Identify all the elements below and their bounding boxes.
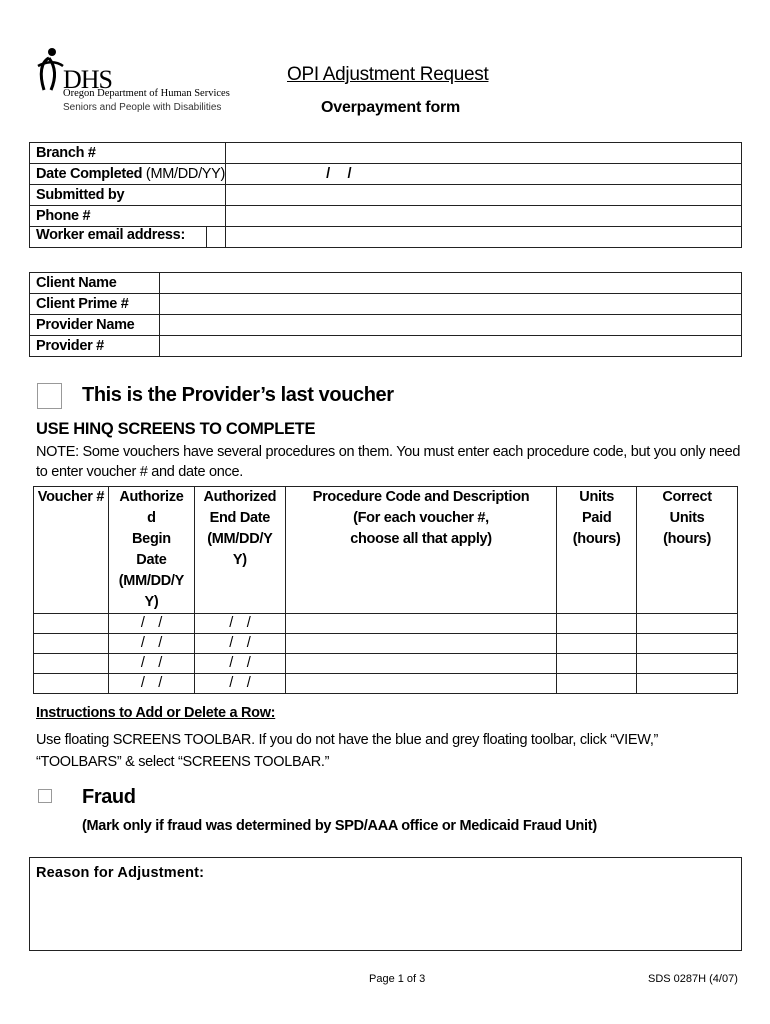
client-prime-label: Client Prime # <box>30 294 160 315</box>
header-proc-line2: (For each voucher #, <box>353 510 489 526</box>
header-begin-line2: d <box>147 510 156 526</box>
end-date-value: / / <box>229 635 251 651</box>
header-correct-line3: (hours) <box>663 531 711 547</box>
note-text: NOTE: Some vouchers have several procedures on them. You must enter each procedure code, but you only need to enter voucher # and date once. <box>36 444 741 480</box>
header-voucher-text: Voucher # <box>37 489 105 505</box>
voucher-cell[interactable] <box>34 674 109 694</box>
procedure-cell[interactable] <box>285 634 556 654</box>
provider-num-row <box>30 336 742 357</box>
header-begin-date <box>108 487 194 614</box>
header-begin-line4: Date <box>136 552 167 568</box>
last-voucher-checkbox[interactable] <box>37 383 62 409</box>
header-procedure <box>285 487 556 614</box>
instructions-body: Use floating SCREENS TOOLBAR. If you do not have the blue and grey floating toolbar, click “VIEW,” “TOOLBARS” & select “SCREENS TOOLBAR.” <box>36 732 659 770</box>
division-name: Seniors and People with Disabilities <box>63 102 222 113</box>
begin-date-value: / / <box>140 675 162 691</box>
end-date-cell[interactable] <box>194 614 285 634</box>
date-label-text: Date Completed <box>36 166 143 182</box>
email-label-text: Worker email address: <box>30 227 207 247</box>
hinq-heading: USE HINQ SCREENS TO COMPLETE <box>36 420 316 438</box>
voucher-table <box>33 486 738 694</box>
header-end-line1: Authorized <box>203 489 277 505</box>
end-date-cell[interactable] <box>194 634 285 654</box>
begin-date-cell[interactable] <box>108 634 194 654</box>
begin-date-cell[interactable] <box>108 674 194 694</box>
department-name: Oregon Department of Human Services <box>63 88 230 99</box>
fraud-note: (Mark only if fraud was determined by SPD/AAA office or Medicaid Fraud Unit) <box>82 818 597 834</box>
units-paid-cell[interactable] <box>557 614 637 634</box>
units-paid-cell[interactable] <box>557 634 637 654</box>
correct-units-cell[interactable] <box>637 674 738 694</box>
voucher-cell[interactable] <box>34 614 109 634</box>
reason-label: Reason for Adjustment: <box>36 865 205 881</box>
header-correct-line1: Correct <box>662 489 712 505</box>
header-units-paid <box>557 487 637 614</box>
provider-num-field[interactable] <box>160 336 742 357</box>
date-format-hint: (MM/DD/YY) <box>142 166 226 182</box>
begin-date-value: / / <box>140 655 162 671</box>
form-subtitle: Overpayment form <box>321 99 461 116</box>
person-figure-icon <box>35 46 65 92</box>
header-end-line3: (MM/DD/Y <box>207 531 273 547</box>
begin-date-cell[interactable] <box>108 654 194 674</box>
form-id: SDS 0287H (4/07) <box>648 973 738 985</box>
units-paid-cell[interactable] <box>557 654 637 674</box>
header-begin-line6: Y) <box>144 594 159 610</box>
table-row <box>34 634 738 654</box>
date-row <box>30 164 742 185</box>
end-date-value: / / <box>229 675 251 691</box>
client-prime-field[interactable] <box>160 294 742 315</box>
dhs-logo <box>35 46 265 116</box>
date-label <box>30 164 226 185</box>
header-paid-line2: Paid <box>581 510 612 526</box>
end-date-value: / / <box>229 615 251 631</box>
header-end-date <box>194 487 285 614</box>
agency-abbrev: DHS <box>63 65 113 94</box>
worker-info-table <box>29 142 742 248</box>
submitted-by-field[interactable] <box>226 185 742 206</box>
begin-date-value: / / <box>140 615 162 631</box>
branch-label: Branch # <box>30 143 226 164</box>
page-number: Page 1 of 3 <box>369 973 426 985</box>
client-name-field[interactable] <box>160 273 742 294</box>
fraud-label: Fraud <box>82 786 136 808</box>
date-field[interactable] <box>226 164 742 185</box>
branch-field[interactable] <box>226 143 742 164</box>
form-title: OPI Adjustment Request <box>287 64 489 85</box>
provider-name-row <box>30 315 742 336</box>
procedure-cell[interactable] <box>285 614 556 634</box>
branch-row <box>30 143 742 164</box>
fraud-checkbox[interactable] <box>38 789 52 803</box>
header-begin-line1: Authorize <box>119 489 184 505</box>
date-value: / / <box>326 166 352 182</box>
email-row <box>30 227 742 248</box>
phone-label: Phone # <box>30 206 226 227</box>
header-end-line2: End Date <box>209 510 271 526</box>
voucher-header-row <box>34 487 738 614</box>
header-begin-line5: (MM/DD/Y <box>118 573 185 589</box>
email-field[interactable] <box>226 227 742 248</box>
header-correct-units <box>637 487 738 614</box>
voucher-cell[interactable] <box>34 634 109 654</box>
correct-units-cell[interactable] <box>637 654 738 674</box>
provider-name-field[interactable] <box>160 315 742 336</box>
end-date-value: / / <box>229 655 251 671</box>
provider-num-label: Provider # <box>30 336 160 357</box>
phone-field[interactable] <box>226 206 742 227</box>
end-date-cell[interactable] <box>194 654 285 674</box>
procedure-cell[interactable] <box>285 654 556 674</box>
header-end-line4: Y) <box>232 552 247 568</box>
correct-units-cell[interactable] <box>637 614 738 634</box>
client-prime-row <box>30 294 742 315</box>
begin-date-value: / / <box>140 635 162 651</box>
instructions-heading: Instructions to Add or Delete a Row: <box>36 705 276 721</box>
header-correct-line2: Units <box>669 510 705 526</box>
voucher-cell[interactable] <box>34 654 109 674</box>
header-paid-line3: (hours) <box>572 531 621 547</box>
submitted-by-label: Submitted by <box>30 185 226 206</box>
header-proc-line1: Procedure Code and Description <box>312 489 530 505</box>
header-proc-line3: choose all that apply) <box>350 531 492 547</box>
submitted-by-row <box>30 185 742 206</box>
header-begin-line3: Begin <box>132 531 171 547</box>
units-paid-cell[interactable] <box>557 674 637 694</box>
email-label <box>30 227 226 248</box>
reason-box[interactable] <box>29 857 742 951</box>
phone-row <box>30 206 742 227</box>
procedure-cell[interactable] <box>285 674 556 694</box>
table-row <box>34 674 738 694</box>
provider-name-label: Provider Name <box>30 315 160 336</box>
table-row <box>34 654 738 674</box>
end-date-cell[interactable] <box>194 674 285 694</box>
correct-units-cell[interactable] <box>637 634 738 654</box>
begin-date-cell[interactable] <box>108 614 194 634</box>
client-name-row <box>30 273 742 294</box>
header-voucher <box>34 487 109 614</box>
client-info-table <box>29 272 742 357</box>
table-row <box>34 614 738 634</box>
client-name-label: Client Name <box>30 273 160 294</box>
last-voucher-label: This is the Provider’s last voucher <box>82 384 394 406</box>
header-paid-line1: Units <box>579 489 615 505</box>
